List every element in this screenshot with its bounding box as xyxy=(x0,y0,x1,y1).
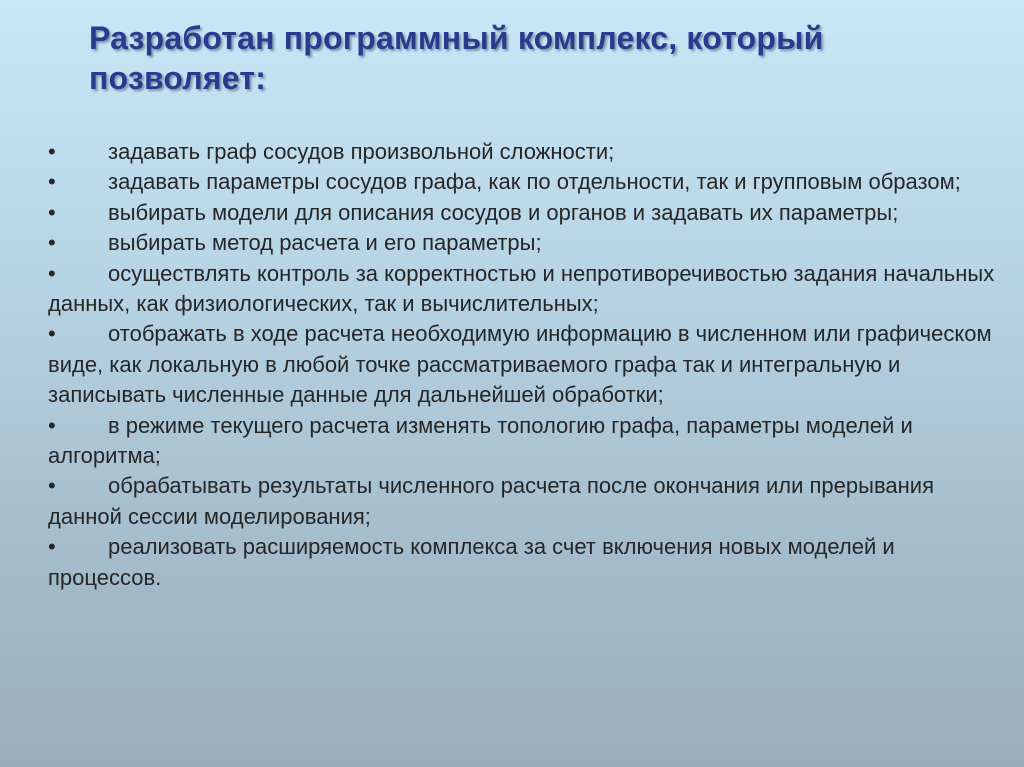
bullet-mark: • xyxy=(48,169,56,195)
list-item xyxy=(48,411,1008,472)
bullet-mark: • xyxy=(48,412,56,438)
list-item-text: реализовать расширяемость комплекса за счет включения новых моделей и процессов. xyxy=(48,534,895,590)
list-item-text: в режиме текущего расчета изменять топологию графа, параметры моделей и алгоритма; xyxy=(48,412,913,469)
list-item-text: задавать параметры сосудов графа, как по отдельности, так и групповым образом; xyxy=(108,169,961,195)
bullet-list xyxy=(48,137,1008,593)
bullet-mark: • xyxy=(48,199,56,225)
list-item xyxy=(48,228,1008,258)
list-item xyxy=(48,532,1008,593)
list-item xyxy=(48,259,1008,320)
list-item-text: осуществлять контроль за корректностью и непротиворечивостью задания начальных данных, как физиологических, так и вычислительных; xyxy=(48,260,995,317)
bullet-mark: • xyxy=(48,139,56,164)
list-item-text: обрабатывать результаты численного расчета после окончания или прерывания данной сессии моделирования; xyxy=(48,473,934,529)
list-item xyxy=(48,167,1008,197)
list-item xyxy=(48,198,1008,228)
list-item xyxy=(48,319,1008,410)
bullet-mark: • xyxy=(48,321,56,347)
bullet-mark: • xyxy=(48,260,56,286)
list-item xyxy=(48,471,1008,532)
list-item xyxy=(48,137,1008,167)
list-item-text: отображать в ходе расчета необходимую информацию в численном или графическом виде, как локальную в любой точке рассматриваемого графа так и интегральную и записывать численные данные для дальнейшей обработки; xyxy=(48,321,992,408)
list-item-text: выбирать метод расчета и его параметры; xyxy=(108,230,542,256)
bullet-mark: • xyxy=(48,473,56,499)
bullet-mark: • xyxy=(48,230,56,256)
slide-title: Разработан программный комплекс, который позволяет: xyxy=(89,20,824,96)
list-item-text: выбирать модели для описания сосудов и органов и задавать их параметры; xyxy=(108,199,899,225)
list-item-text: задавать граф сосудов произвольной сложности; xyxy=(108,139,615,164)
bullet-mark: • xyxy=(48,534,56,560)
